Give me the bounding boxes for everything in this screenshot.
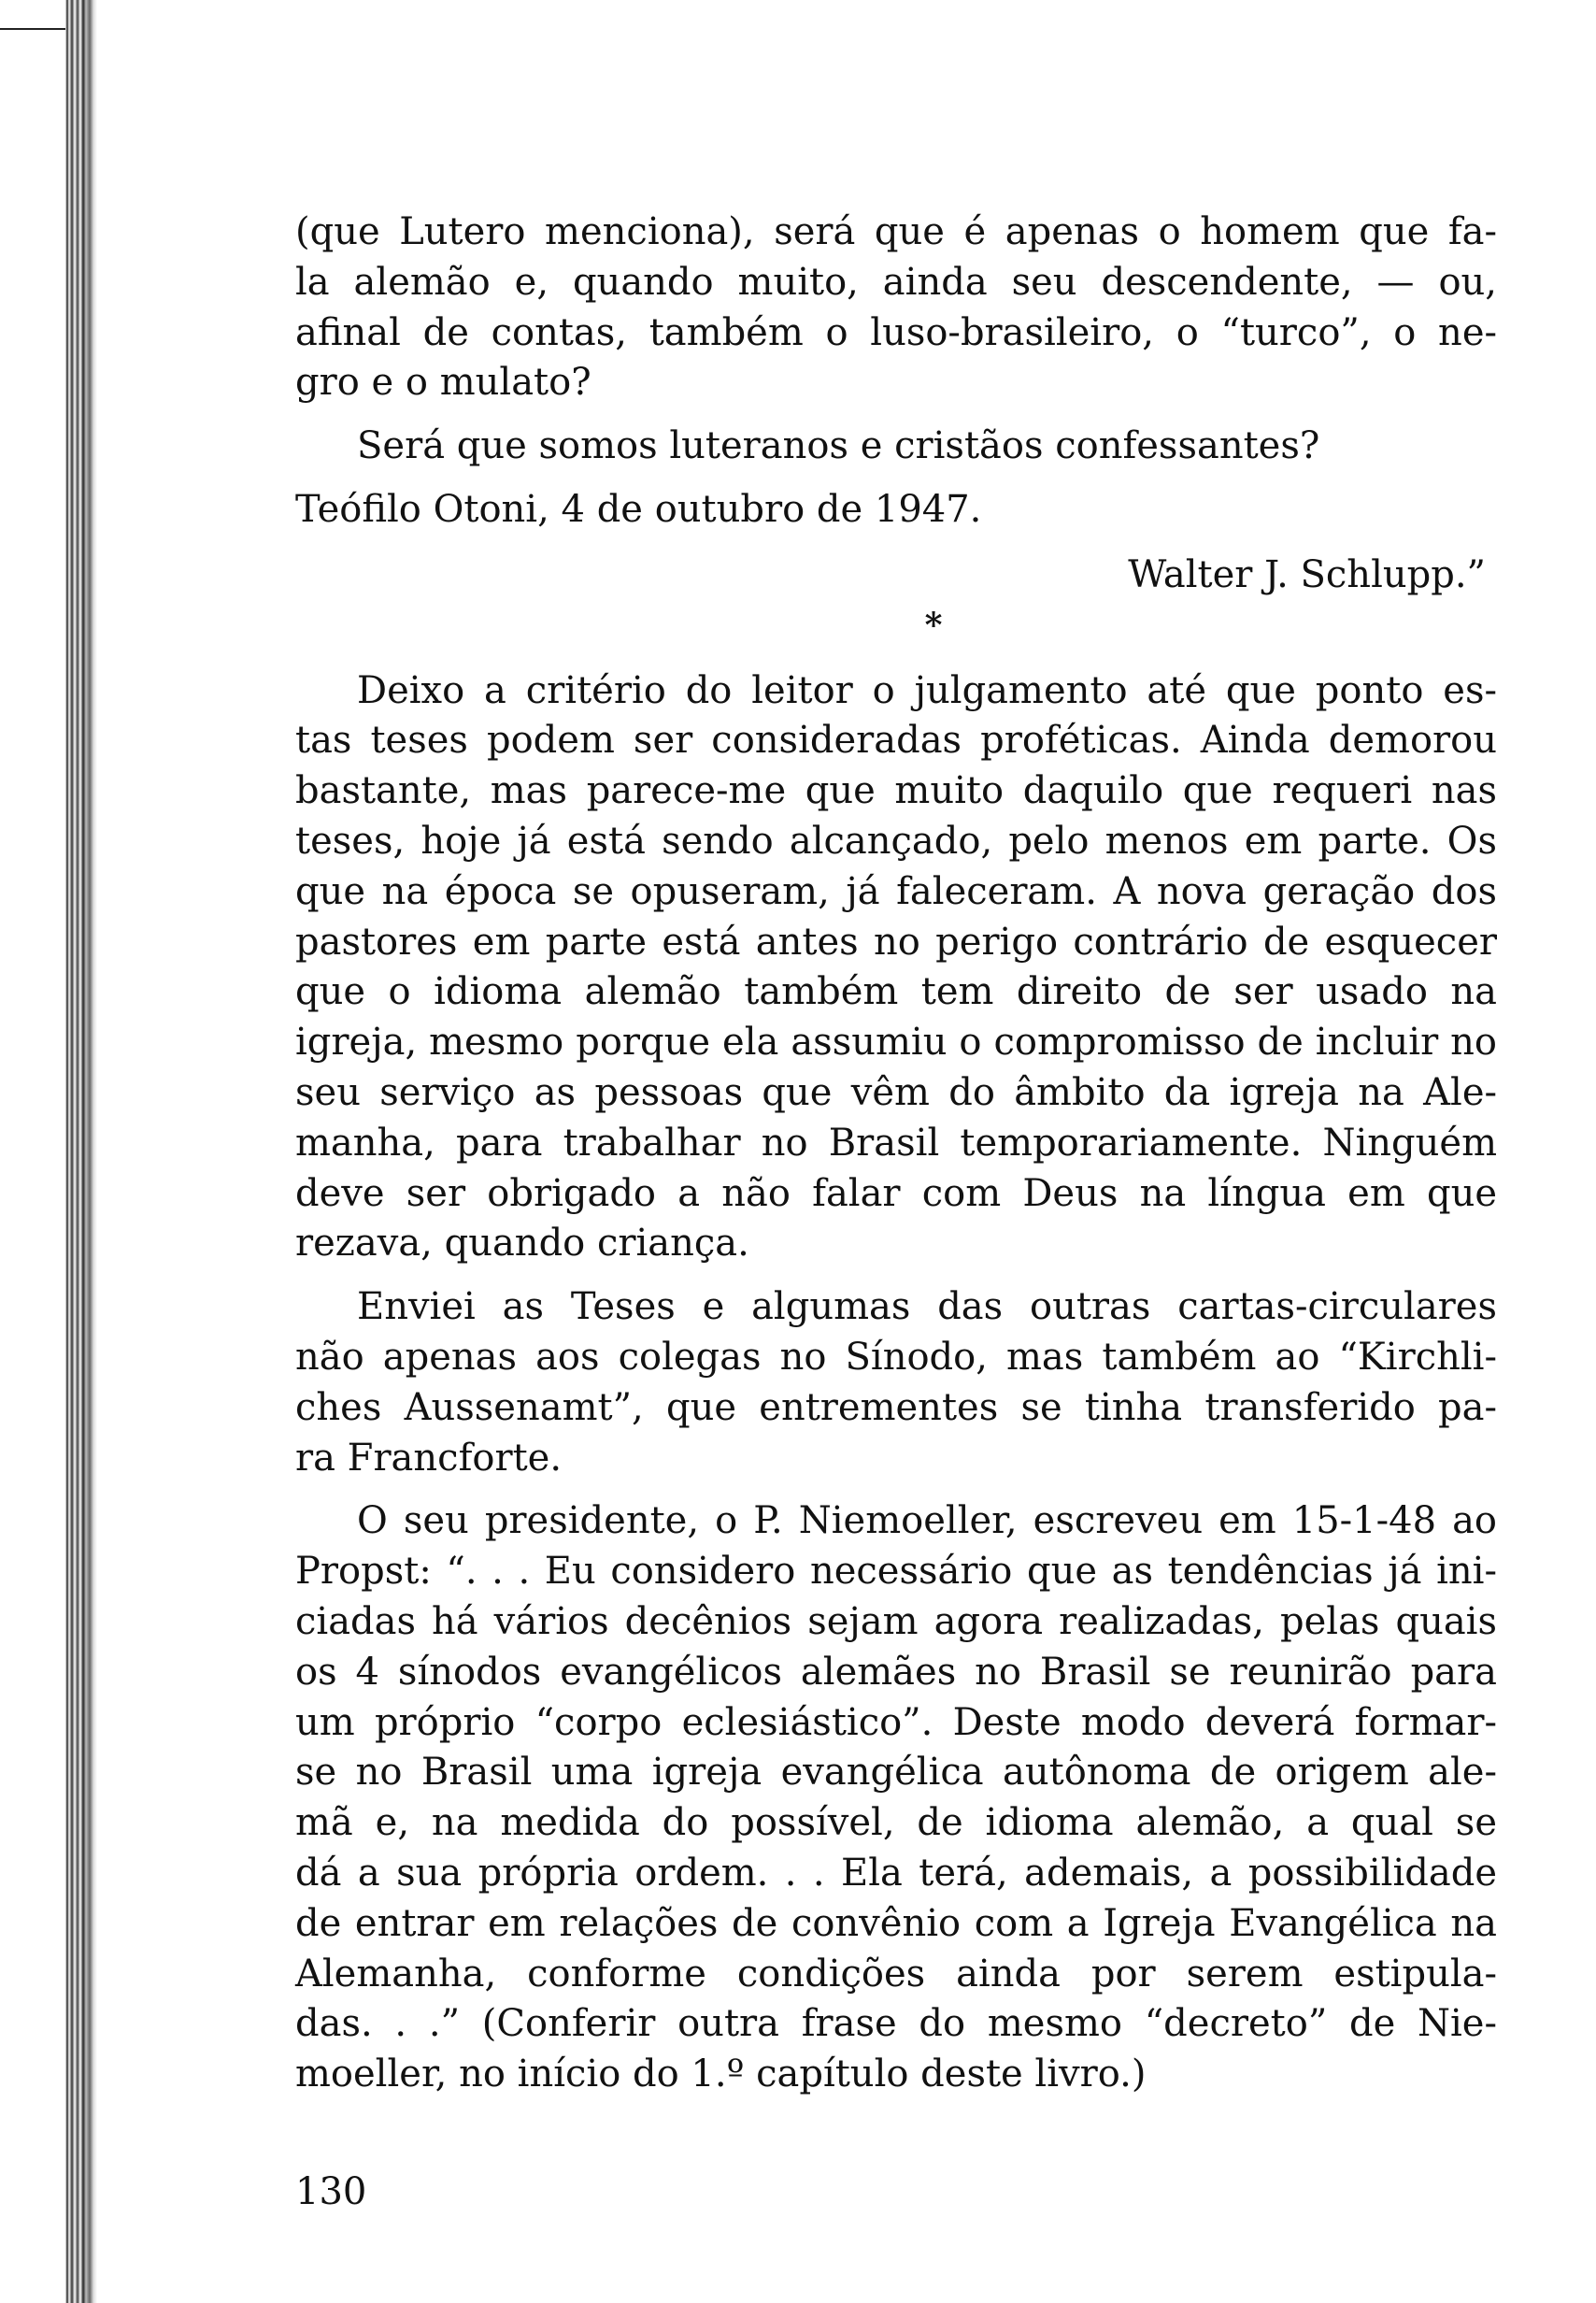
text-line: manha, para trabalhar no Brasil temporariamente. Ninguém	[295, 1121, 1497, 1165]
text-line: Enviei as Teses e algumas das outras cartas-circulares	[357, 1285, 1497, 1329]
paragraph	[295, 1496, 1497, 2100]
text-line: Deixo a critério do leitor o julgamento até que ponto es-	[357, 668, 1497, 712]
text-line: rezava, quando criança.	[295, 1222, 749, 1266]
paragraph-gap	[295, 472, 1497, 485]
text-line: que o idioma alemão também tem direito de ser usado na	[295, 970, 1497, 1014]
text-block-before-signature	[295, 207, 1497, 536]
text-line: afinal de contas, também o luso-brasileiro, o “turco”, o ne-	[295, 310, 1497, 354]
paragraph	[295, 207, 1497, 408]
text-line: ra Francforte.	[295, 1436, 563, 1480]
text-block-after-separator	[295, 666, 1497, 2100]
paragraph	[295, 485, 1497, 536]
text-line: (que Lutero menciona), será que é apenas o homem que fa-	[295, 210, 1497, 253]
page-body	[295, 207, 1497, 2100]
paragraph-gap	[295, 1269, 1497, 1282]
paragraph-gap	[295, 1483, 1497, 1496]
text-line: se no Brasil uma igreja evangélica autônoma de origem ale-	[295, 1751, 1497, 1795]
signature: Walter J. Schlupp.”	[1128, 552, 1486, 596]
text-line: igreja, mesmo porque ela assumiu o compromisso de incluir no	[295, 1021, 1497, 1065]
text-line: deve ser obrigado a não falar com Deus na língua em que	[295, 1171, 1497, 1215]
paragraph	[295, 666, 1497, 1270]
text-line: dá a sua própria ordem. . . Ela terá, ademais, a possibilidade	[295, 1851, 1497, 1895]
text-line: os 4 sínodos evangélicos alemães no Brasil se reunirão para	[295, 1650, 1497, 1694]
text-line: Propst: “. . . Eu considero necessário que as tendências já ini-	[295, 1550, 1497, 1594]
text-line: Teófilo Otoni, 4 de outubro de 1947.	[295, 487, 982, 531]
binding-edge	[65, 0, 97, 2303]
text-line: mã e, na medida do possível, de idioma alemão, a qual se	[295, 1801, 1497, 1845]
text-line: tas teses podem ser consideradas proféticas. Ainda demorou	[295, 719, 1497, 763]
text-line: Será que somos luteranos e cristãos confessantes?	[357, 424, 1320, 468]
text-line: ches Aussenamt”, que entrementes se tinha transferido pa-	[295, 1385, 1497, 1429]
text-line: pastores em parte está antes no perigo contrário de esquecer	[295, 920, 1497, 964]
text-line: bastante, mas parece-me que muito daquilo que requeri nas	[295, 769, 1497, 813]
text-line: teses, hoje já está sendo alcançado, pelo menos em parte. Os	[295, 819, 1497, 863]
paragraph	[295, 422, 1497, 472]
text-line: gro e o mulato?	[295, 361, 591, 405]
text-line: das. . .” (Conferir outra frase do mesmo “decreto” de Nie-	[295, 2002, 1497, 2046]
paragraph-gap	[295, 408, 1497, 422]
text-line: O seu presidente, o P. Niemoeller, escreveu em 15-1-48 ao	[357, 1499, 1497, 1543]
section-separator: *	[924, 605, 943, 645]
text-line: moeller, no início do 1.º capítulo deste livro.)	[295, 2053, 1147, 2096]
text-line: Alemanha, conforme condições ainda por serem estipula-	[295, 1952, 1497, 1995]
paragraph	[295, 1282, 1497, 1483]
text-line: seu serviço as pessoas que vêm do âmbito da igreja na Ale-	[295, 1070, 1497, 1114]
text-line: não apenas aos colegas no Sínodo, mas também ao “Kirchli-	[295, 1335, 1497, 1379]
text-line: um próprio “corpo eclesiástico”. Deste modo deverá formar-	[295, 1700, 1497, 1744]
text-line: de entrar em relações de convênio com a Igreja Evangélica na	[295, 1901, 1497, 1945]
text-line: que na época se opuseram, já faleceram. A nova geração dos	[295, 869, 1497, 913]
binding-edge-top	[0, 28, 67, 30]
text-line: la alemão e, quando muito, ainda seu descendente, — ou,	[295, 260, 1497, 304]
text-line: ciadas há vários decênios sejam agora realizadas, pelas quais	[295, 1599, 1497, 1643]
page-number: 130	[295, 2170, 367, 2213]
